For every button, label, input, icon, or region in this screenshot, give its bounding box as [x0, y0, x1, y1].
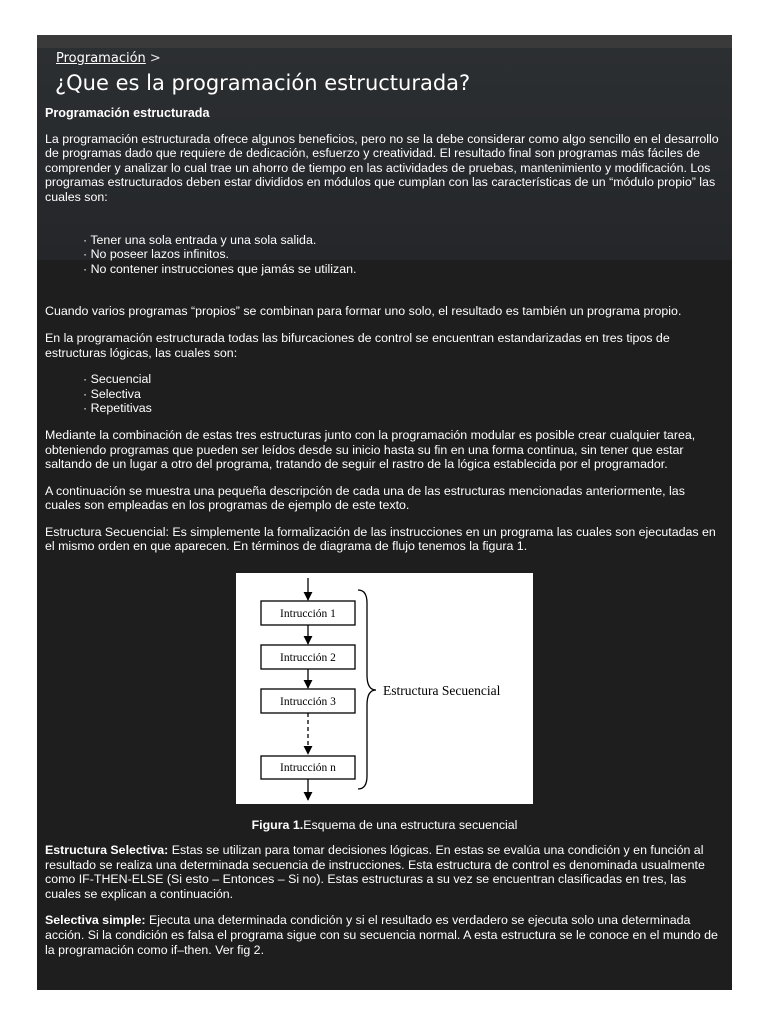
- intro-paragraph: La programación estructurada ofrece algunos beneficios, pero no se la debe considerar como algo sencillo en el desarrollo de programas dado que requiere de dedicación, esfuerzo y creatividad. El resultado final son programas más fáciles de comprender y analizar lo cual trae un ahorro de tiempo en las actividades de pruebas, mantenimiento y modificación. Los programas estructurados deben estar divididos en módulos que cumplan con las características de un “módulo propio” las cuales son:: [45, 131, 719, 204]
- list-item: · Selectiva: [83, 386, 141, 401]
- article-body-lower: [45, 843, 721, 957]
- top-bar: [37, 35, 732, 48]
- flow-box-label: Intrucción 1: [280, 608, 336, 620]
- flow-box-label: Intrucción n: [280, 762, 336, 774]
- document-page: [37, 35, 732, 990]
- sequential-paragraph: Estructura Secuencial: Es simplemente la formalización de las instrucciones en un programa las cuales son ejecutadas en el mismo orden en que aparecen. En términos de diagrama de flujo tenemos la figura 1.: [45, 524, 716, 554]
- list-item: · Repetitivas: [83, 401, 152, 416]
- breadcrumb-link-programacion[interactable]: Programación: [56, 51, 146, 66]
- article-body: [45, 106, 721, 554]
- breadcrumb-separator: >: [149, 51, 161, 66]
- figure-caption: [37, 818, 732, 832]
- module-rules-list: [45, 233, 721, 277]
- list-item: · No contener instrucciones que jamás se utilizan.: [83, 261, 357, 276]
- selective-paragraph: [45, 843, 721, 901]
- selective-label: Estructura Selectiva:: [45, 843, 169, 857]
- list-item: · Tener una sola entrada y una sola salida.: [83, 232, 317, 247]
- modular-paragraph: Mediante la combinación de estas tres estructuras junto con la programación modular es posible crear cualquier tarea, obteniendo programas que pueden ser leídos desde su inicio hasta su fin en una forma continua, sin tener que estar saltando de un lugar a otro del programa, tratando de seguir el rastro de la lógica establecida por el programador.: [45, 427, 696, 472]
- breadcrumb: [56, 51, 161, 66]
- bifurcations-paragraph: En la programación estructurada todas las bifurcaciones de control se encuentran estandarizadas en tres tipos de estructuras lógicas, las cuales son:: [45, 330, 670, 360]
- sequential-structure-figure: [236, 573, 533, 804]
- list-item: · No poseer lazos infinitos.: [83, 247, 230, 262]
- brace-shape: [358, 590, 376, 789]
- caption-text: Esquema de una estructura secuencial: [303, 818, 518, 832]
- flow-box-label: Intrucción 3: [280, 696, 336, 708]
- caption-label: Figura 1.: [251, 818, 304, 832]
- list-item: · Secuencial: [83, 372, 152, 387]
- flowchart-diagram: [236, 573, 533, 804]
- brace-label: Estructura Secuencial: [383, 683, 501, 698]
- simple-selective-paragraph: [45, 913, 721, 957]
- page-title: ¿Que es la programación estructurada?: [55, 71, 471, 95]
- combine-paragraph: Cuando varios programas “propios” se combinan para formar uno solo, el resultado es también un programa propio.: [45, 304, 682, 319]
- simple-text: Ejecuta una determinada condición y si el resultado es verdadero se ejecuta solo una determinada acción. Si la condición es falsa el programa sigue con su secuencia normal. A esta estructura se le conoce en el mundo de la programación como if–then. Ver fig 2.: [45, 913, 718, 957]
- description-paragraph: A continuación se muestra una pequeña descripción de cada una de las estructuras mencionadas anteriormente, las cuales son empleadas en los programas de ejemplo de este texto.: [45, 483, 685, 513]
- section-heading: Programación estructurada: [45, 106, 210, 120]
- flow-box-label: Intrucción 2: [280, 652, 336, 664]
- selective-text: Estas se utilizan para tomar decisiones lógicas. En estas se evalúa una condición y en función al resultado se realiza una determinada secuencia de instrucciones. Esta estructura de control es denominada usualmente como IF-THEN-ELSE (Si esto – Entonces – Si no). Estas estructuras a su vez se encuentran clasificadas en tres, las cuales se explican a continuación.: [45, 843, 705, 901]
- structure-types-list: [45, 372, 721, 416]
- simple-label: Selectiva simple:: [45, 913, 146, 928]
